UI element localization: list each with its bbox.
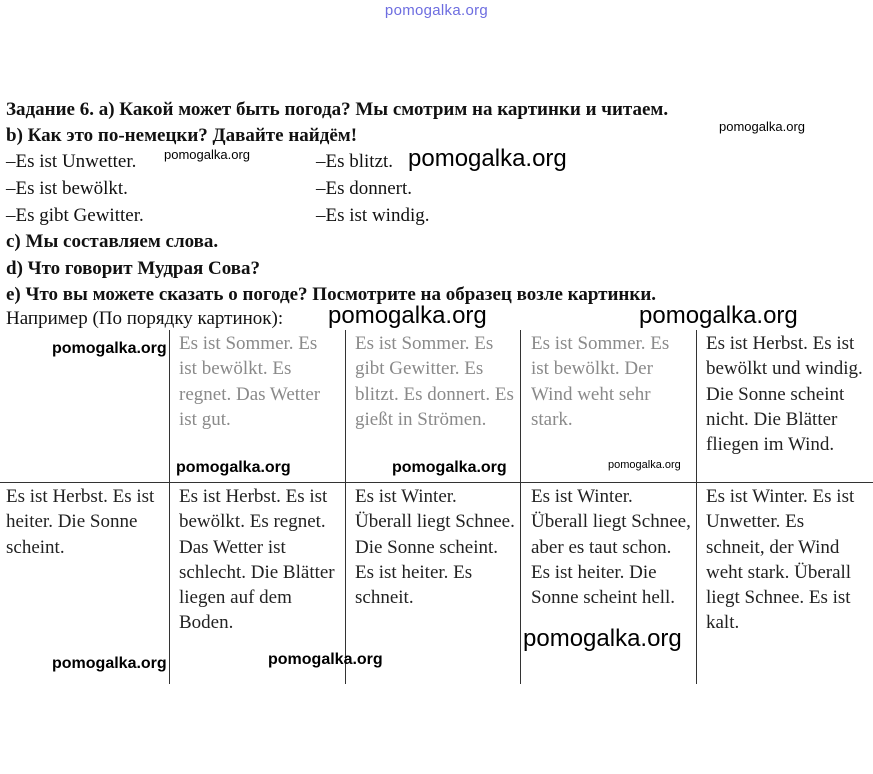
table-cell-r2c4: Es ist Winter. Überall liegt Schnee, aber es taut schon. Es ist heiter. Die Sonne scheint hell.	[531, 486, 691, 609]
watermark-text: pomogalka.org	[392, 459, 507, 476]
phrase-right-3: –Es ist windig.	[316, 205, 430, 226]
table-cell-r1c2: Es ist Sommer. Es ist bewölkt. Es regnet. Das Wetter ist gut.	[179, 333, 321, 430]
watermark-text: pomogalka.org	[268, 651, 383, 668]
watermark-text: pomogalka.org	[164, 147, 250, 162]
table-cell-r2c1: Es ist Herbst. Es ist heiter. Die Sonne scheint.	[6, 486, 155, 558]
phrase-left-3: –Es gibt Gewitter.	[6, 205, 144, 226]
watermark-text: pomogalka.org	[408, 145, 567, 172]
table-column-divider	[696, 330, 697, 684]
table-row-divider	[0, 482, 873, 483]
table-column-divider	[169, 330, 170, 684]
site-header-logo[interactable]: pomogalka.org	[384, 2, 489, 19]
phrase-left-1: –Es ist Unwetter.	[6, 151, 137, 172]
watermark-text: pomogalka.org	[719, 119, 805, 134]
phrase-left-2: –Es ist bewölkt.	[6, 178, 128, 199]
table-cell-r2c2: Es ist Herbst. Es ist bewölkt. Es regnet. Das Wetter ist schlecht. Die Blätter liegen auf dem Boden.	[179, 486, 335, 634]
watermark-text: pomogalka.org	[639, 302, 798, 329]
task-part-c: c) Мы составляем слова.	[6, 231, 219, 252]
task-title: Задание 6. а) Какой может быть погода? Мы смотрим на картинки и читаем.	[6, 99, 669, 120]
watermark-text: pomogalka.org	[52, 655, 167, 672]
watermark-text: pomogalka.org	[328, 302, 487, 329]
task-part-d: d) Что говорит Мудрая Сова?	[6, 258, 261, 279]
table-cell-r1c5: Es ist Herbst. Es ist bewölkt und windig. Die Sonne scheint nicht. Die Blätter fliegen im Wind.	[706, 333, 863, 456]
watermark-text: pomogalka.org	[52, 340, 167, 357]
example-line: Например (По порядку картинок):	[6, 308, 284, 329]
table-cell-r2c3: Es ist Winter. Überall liegt Schnee. Die Sonne scheint. Es ist heiter. Es schneit.	[355, 486, 515, 609]
task-part-b: b) Как это по-немецки? Давайте найдём!	[6, 125, 358, 146]
phrase-right-1: –Es blitzt.	[316, 151, 394, 172]
table-column-divider	[345, 330, 346, 684]
task-part-e: e) Что вы можете сказать о погоде? Посмотрите на образец возле картинки.	[6, 284, 657, 305]
table-cell-r2c5: Es ist Winter. Es ist Unwetter. Es schneit, der Wind weht stark. Überall liegt Schnee. Es ist kalt.	[706, 486, 855, 634]
table-column-divider	[520, 330, 521, 684]
watermark-text: pomogalka.org	[523, 625, 682, 652]
watermark-text: pomogalka.org	[608, 459, 681, 471]
phrase-right-2: –Es donnert.	[316, 178, 413, 199]
table-cell-r1c4: Es ist Sommer. Es ist bewölkt. Der Wind weht sehr stark.	[531, 333, 670, 430]
table-cell-r1c3: Es ist Sommer. Es gibt Gewitter. Es blitzt. Es donnert. Es gießt in Strömen.	[355, 333, 514, 430]
watermark-text: pomogalka.org	[176, 459, 291, 476]
